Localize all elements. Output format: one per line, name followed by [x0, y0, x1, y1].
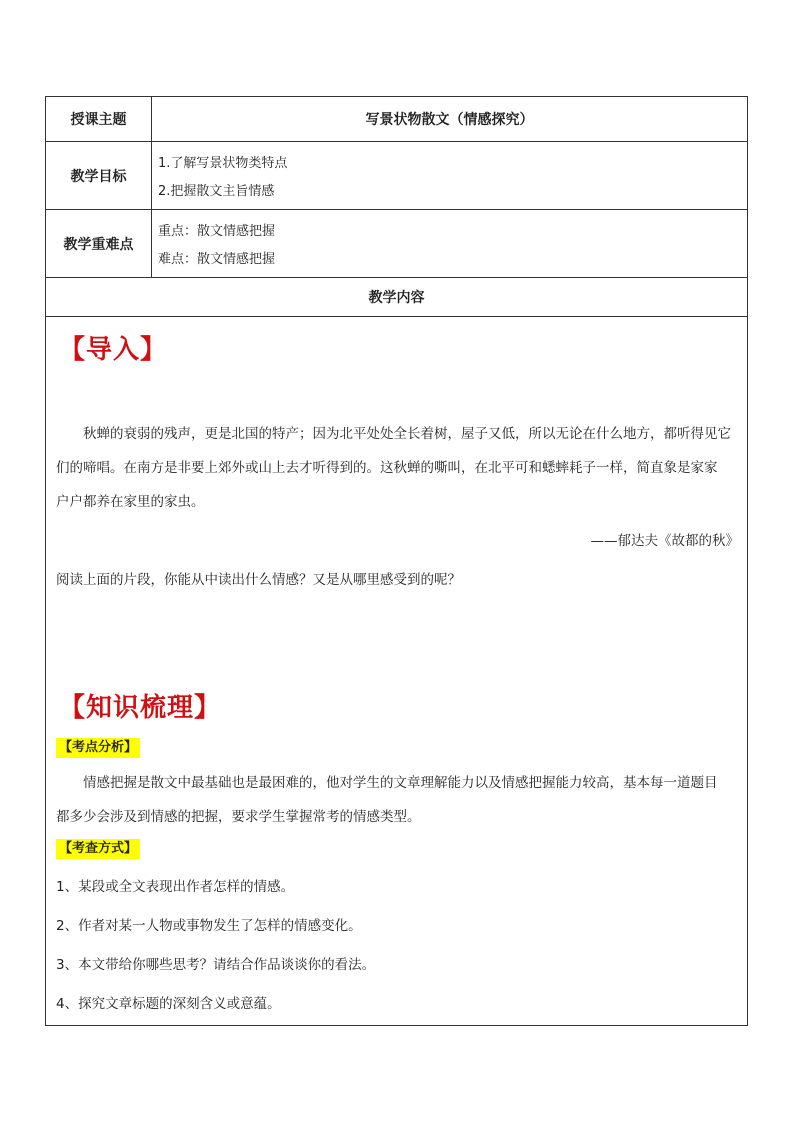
- intro-paragraph-line: 户户都养在家里的家虫。: [56, 494, 205, 510]
- knowledge-heading: 【知识梳理】: [59, 693, 222, 723]
- quote-source: ——郁达夫《故都的秋》: [590, 533, 739, 549]
- difficult-point: 难点：散文情感把握: [158, 252, 276, 267]
- key-points-row: [46, 210, 747, 278]
- topic-row: [46, 97, 747, 142]
- method-item: 4、探究文章标题的深刻含义或意蕴。: [56, 996, 281, 1012]
- goal-item: 1.了解写景状物类特点: [158, 156, 288, 171]
- method-item: 1、某段或全文表现出作者怎样的情感。: [56, 879, 295, 895]
- goal-row: [46, 142, 747, 210]
- key-point: 重点：散文情感把握: [158, 224, 276, 239]
- method-tag: 【考查方式】: [56, 839, 140, 859]
- content-header: 教学内容: [46, 278, 747, 317]
- topic-value: 写景状物散文（情感探究）: [365, 112, 534, 128]
- analysis-line: 情感把握是散文中最基础也是最困难的，他对学生的文章理解能力以及情感把握能力较高，基本每一道题目: [83, 775, 718, 791]
- analysis-tag: 【考点分析】: [56, 738, 140, 758]
- goal-label: 教学目标: [46, 142, 152, 209]
- intro-paragraph-line: 们的啼唱。在南方是非要上郊外或山上去才听得到的。这秋蝉的嘶叫，在北平可和蟋蟀耗子一样，简直象是家家: [56, 460, 718, 476]
- intro-question: 阅读上面的片段，你能从中读出什么情感？又是从哪里感受到的呢？: [56, 572, 461, 588]
- teaching-content: [46, 317, 747, 1025]
- method-item: 3、本文带给你哪些思考？请结合作品谈谈你的看法。: [56, 957, 376, 973]
- intro-paragraph-line: 秋蝉的衰弱的残声，更是北国的特产；因为北平处处全长着树，屋子又低，所以无论在什么地方，都听得见它: [83, 426, 731, 442]
- intro-heading: 【导入】: [59, 335, 168, 365]
- method-item: 2、作者对某一人物或事物发生了怎样的情感变化。: [56, 918, 362, 934]
- analysis-line: 都多少会涉及到情感的把握，要求学生掌握常考的情感类型。: [56, 809, 421, 825]
- lesson-plan-table: [45, 96, 748, 1026]
- topic-label: 授课主题: [46, 97, 152, 141]
- key-points-label: 教学重难点: [46, 210, 152, 277]
- goal-item: 2.把握散文主旨情感: [158, 184, 275, 199]
